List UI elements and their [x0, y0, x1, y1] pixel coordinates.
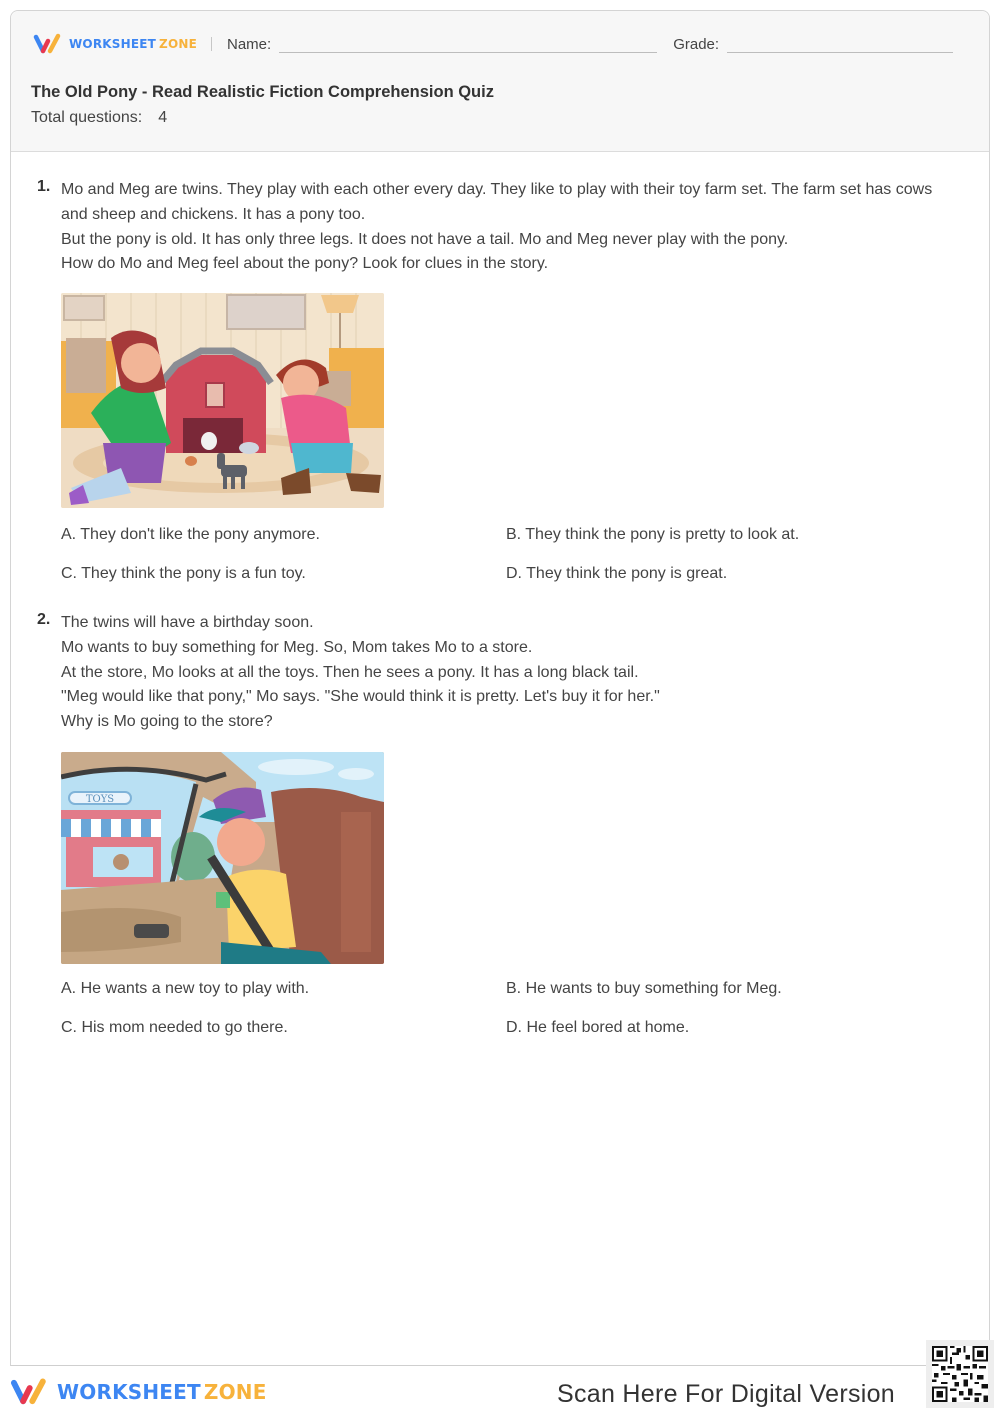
question-1-illustration: [61, 293, 384, 508]
worksheet-title: The Old Pony - Read Realistic Fiction Comprehension Quiz: [31, 83, 494, 101]
qr-code-icon: [932, 1346, 988, 1402]
worksheetzone-logo-icon: [33, 33, 65, 55]
question-text: [61, 611, 957, 735]
question-paragraph: How do Mo and Meg feel about the pony? Look for clues in the story.: [61, 255, 549, 273]
header-divider: [211, 37, 212, 51]
brand-name: [69, 37, 197, 51]
answer-choices: [61, 526, 941, 606]
brand-name-part1: WORKSHEET: [57, 1380, 201, 1404]
brand-name-part1: WORKSHEET: [69, 37, 157, 51]
question-paragraph: Why is Mo going to the store?: [61, 713, 273, 731]
grade-label: Grade:: [673, 35, 720, 53]
question-paragraph: Mo wants to buy something for Meg. So, Mom takes Mo to a store.: [61, 638, 533, 656]
question-2-illustration: [61, 752, 384, 964]
worksheetzone-logo-icon: [10, 1376, 52, 1408]
total-questions-count: 4: [158, 109, 168, 126]
total-questions-label: Total questions:: [31, 109, 143, 126]
choice-a[interactable]: A. They don't like the pony anymore.: [61, 526, 320, 544]
question-1: [37, 178, 957, 606]
choice-d[interactable]: D. He feel bored at home.: [506, 1018, 690, 1036]
qr-code[interactable]: [926, 1340, 994, 1408]
worksheet-sheet: [10, 10, 990, 1366]
boy-in-car-image: [61, 752, 384, 964]
question-2: [37, 611, 957, 1060]
question-text: [61, 178, 957, 277]
toys-store-sign: TOYS: [85, 793, 115, 805]
name-field[interactable]: [279, 39, 657, 53]
children-farm-toy-image: [61, 293, 384, 508]
choice-a[interactable]: A. He wants a new toy to play with.: [61, 979, 310, 997]
footer-brand-logo[interactable]: [10, 1376, 267, 1408]
question-paragraph: At the store, Mo looks at all the toys. Then he sees a pony. It has a long black tail.: [61, 663, 639, 681]
scan-digital-version-text: Scan Here For Digital Version: [557, 1380, 896, 1408]
choice-b[interactable]: B. He wants to buy something for Meg.: [506, 979, 782, 997]
name-label: Name:: [227, 35, 272, 53]
choice-b[interactable]: B. They think the pony is pretty to look at.: [506, 526, 800, 544]
answer-choices: [61, 980, 941, 1060]
brand-logo[interactable]: [33, 33, 197, 55]
worksheet-header: [11, 11, 989, 152]
question-paragraph: Mo and Meg are twins. They play with each other every day. They like to play with their toy farm set. The farm set has cows and sheep and chickens. It has a pony too.: [61, 181, 933, 223]
header-top-row: [33, 33, 965, 55]
question-number: 1.: [37, 178, 51, 195]
choice-c[interactable]: C. His mom needed to go there.: [61, 1018, 288, 1036]
total-questions: [31, 109, 167, 127]
footer-brand-name: [57, 1380, 267, 1404]
question-number: 2.: [37, 611, 51, 628]
choice-c[interactable]: C. They think the pony is a fun toy.: [61, 565, 306, 583]
page-footer: [0, 1366, 1000, 1414]
question-paragraph: But the pony is old. It has only three legs. It does not have a tail. Mo and Meg never play with the pony.: [61, 230, 789, 248]
brand-name-part2: ZONE: [159, 37, 197, 51]
question-paragraph: "Meg would like that pony," Mo says. "She would think it is pretty. Let's buy it for her.": [61, 688, 660, 706]
grade-field[interactable]: [727, 39, 953, 53]
choice-d[interactable]: D. They think the pony is great.: [506, 565, 728, 583]
question-paragraph: The twins will have a birthday soon.: [61, 614, 314, 631]
brand-name-part2: ZONE: [203, 1380, 267, 1404]
